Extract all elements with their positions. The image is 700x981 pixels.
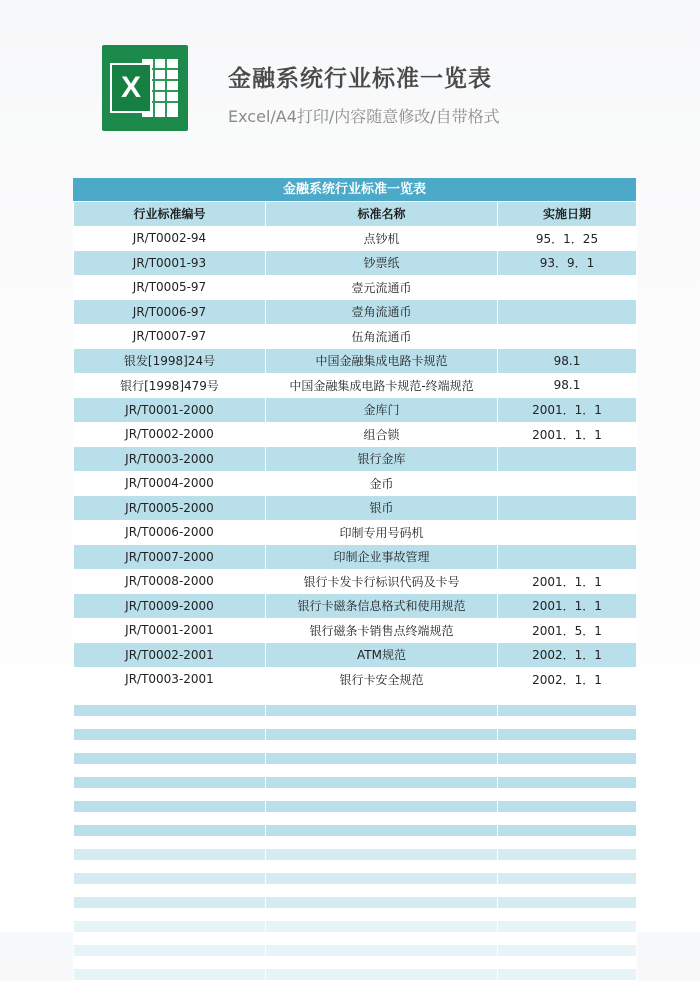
cell-effective-date[interactable]: 95．1．25 — [498, 226, 637, 251]
cell-effective-date[interactable]: 2002．1．1 — [498, 643, 637, 668]
empty-cell[interactable] — [266, 753, 498, 765]
empty-row — [74, 897, 637, 909]
cell-standard-code[interactable]: JR/T0006-2000 — [74, 520, 266, 545]
cell-standard-code[interactable]: JR/T0003-2001 — [74, 667, 266, 692]
cell-effective-date[interactable]: 2002．1．1 — [498, 667, 637, 692]
empty-cell[interactable] — [266, 813, 498, 825]
cell-effective-date[interactable]: 2001．5．1 — [498, 618, 637, 643]
cell-standard-name[interactable]: 伍角流通币 — [266, 324, 498, 349]
empty-cell[interactable] — [266, 717, 498, 729]
standards-table — [73, 201, 637, 692]
cell-effective-date[interactable] — [498, 520, 637, 545]
table-row — [74, 496, 637, 521]
table-row — [74, 618, 637, 643]
empty-cell[interactable] — [266, 873, 498, 885]
cell-standard-code[interactable]: 银发[1998]24号 — [74, 349, 266, 374]
empty-cell[interactable] — [266, 921, 498, 933]
empty-cell[interactable] — [74, 729, 266, 741]
cell-effective-date[interactable]: 2001．1．1 — [498, 569, 637, 594]
empty-cell[interactable] — [74, 837, 266, 849]
cell-standard-name[interactable]: 壹角流通币 — [266, 300, 498, 325]
empty-cell[interactable] — [74, 753, 266, 765]
cell-standard-code[interactable]: JR/T0006-97 — [74, 300, 266, 325]
empty-cell[interactable] — [74, 801, 266, 813]
document-subtitle: Excel/A4打印/内容随意修改/自带格式 — [228, 107, 500, 126]
cell-standard-code[interactable]: JR/T0003-2000 — [74, 447, 266, 472]
empty-row — [74, 849, 637, 861]
table-row — [74, 373, 637, 398]
empty-row — [74, 957, 637, 969]
empty-cell[interactable] — [498, 693, 637, 705]
empty-cell[interactable] — [74, 849, 266, 861]
column-header-date: 实施日期 — [498, 202, 637, 227]
cell-standard-name[interactable]: 中国金融集成电路卡规范 — [266, 349, 498, 374]
empty-cell[interactable] — [498, 957, 637, 969]
empty-cell[interactable] — [266, 897, 498, 909]
cell-effective-date[interactable] — [498, 496, 637, 521]
cell-standard-code[interactable]: JR/T0001-2001 — [74, 618, 266, 643]
cell-effective-date[interactable]: 98.1 — [498, 373, 637, 398]
empty-row — [74, 729, 637, 741]
empty-row — [74, 717, 637, 729]
empty-cell[interactable] — [498, 765, 637, 777]
empty-cell[interactable] — [74, 765, 266, 777]
cell-effective-date[interactable] — [498, 324, 637, 349]
table-row — [74, 545, 637, 570]
cell-effective-date[interactable]: 2001．1．1 — [498, 398, 637, 423]
empty-cell[interactable] — [74, 957, 266, 969]
empty-cell[interactable] — [266, 789, 498, 801]
empty-cell[interactable] — [74, 921, 266, 933]
empty-row — [74, 837, 637, 849]
cell-standard-code[interactable]: JR/T0008-2000 — [74, 569, 266, 594]
cell-standard-name[interactable]: 印制专用号码机 — [266, 520, 498, 545]
empty-cell[interactable] — [266, 765, 498, 777]
empty-cell[interactable] — [266, 825, 498, 837]
cell-standard-name[interactable]: 壹元流通币 — [266, 275, 498, 300]
cell-standard-name[interactable]: 金币 — [266, 471, 498, 496]
table-row — [74, 520, 637, 545]
empty-cell[interactable] — [266, 837, 498, 849]
empty-cell[interactable] — [266, 945, 498, 957]
cell-standard-code[interactable]: JR/T0002-94 — [74, 226, 266, 251]
empty-cell[interactable] — [266, 849, 498, 861]
empty-cell[interactable] — [74, 741, 266, 753]
empty-row — [74, 861, 637, 873]
cell-standard-name[interactable]: 银行卡磁条信息格式和使用规范 — [266, 594, 498, 619]
empty-row — [74, 933, 637, 945]
empty-cell[interactable] — [266, 801, 498, 813]
empty-cell[interactable] — [266, 693, 498, 705]
cell-standard-code[interactable]: JR/T0001-93 — [74, 251, 266, 276]
table-row — [74, 275, 637, 300]
cell-standard-code[interactable]: JR/T0004-2000 — [74, 471, 266, 496]
empty-cell[interactable] — [266, 705, 498, 717]
empty-cell[interactable] — [498, 885, 637, 897]
cell-effective-date[interactable] — [498, 275, 637, 300]
empty-row — [74, 753, 637, 765]
empty-cell[interactable] — [266, 969, 498, 981]
empty-row — [74, 873, 637, 885]
cell-standard-name[interactable]: 中国金融集成电路卡规范-终端规范 — [266, 373, 498, 398]
column-header-name: 标准名称 — [266, 202, 498, 227]
cell-effective-date[interactable]: 2001．1．1 — [498, 422, 637, 447]
empty-cell[interactable] — [498, 717, 637, 729]
cell-standard-name[interactable]: 银币 — [266, 496, 498, 521]
excel-x-badge: X — [110, 63, 152, 113]
cell-standard-name[interactable]: 点钞机 — [266, 226, 498, 251]
empty-row — [74, 789, 637, 801]
cell-effective-date[interactable]: 93．9．1 — [498, 251, 637, 276]
cell-effective-date[interactable] — [498, 447, 637, 472]
empty-row — [74, 969, 637, 981]
table-row — [74, 349, 637, 374]
cell-standard-code[interactable]: JR/T0007-2000 — [74, 545, 266, 570]
table-row — [74, 398, 637, 423]
cell-effective-date[interactable]: 98.1 — [498, 349, 637, 374]
cell-standard-name[interactable]: ATM规范 — [266, 643, 498, 668]
cell-standard-name[interactable]: 金库门 — [266, 398, 498, 423]
empty-cell[interactable] — [498, 837, 637, 849]
empty-cell[interactable] — [74, 777, 266, 789]
empty-cell[interactable] — [266, 933, 498, 945]
empty-cell[interactable] — [266, 909, 498, 921]
cell-effective-date[interactable] — [498, 545, 637, 570]
empty-row — [74, 921, 637, 933]
cell-effective-date[interactable]: 2001．1．1 — [498, 594, 637, 619]
empty-cell[interactable] — [74, 873, 266, 885]
empty-cell[interactable] — [498, 705, 637, 717]
cell-standard-name[interactable]: 银行卡安全规范 — [266, 667, 498, 692]
empty-row — [74, 945, 637, 957]
empty-row — [74, 813, 637, 825]
cell-standard-code[interactable]: JR/T0005-2000 — [74, 496, 266, 521]
empty-cell[interactable] — [74, 861, 266, 873]
table-row — [74, 643, 637, 668]
document-header — [0, 0, 700, 170]
empty-row — [74, 777, 637, 789]
table-row — [74, 447, 637, 472]
cell-standard-code[interactable]: JR/T0005-97 — [74, 275, 266, 300]
table-row — [74, 569, 637, 594]
empty-row — [74, 705, 637, 717]
empty-cell[interactable] — [498, 753, 637, 765]
empty-row — [74, 693, 637, 705]
empty-cell[interactable] — [498, 813, 637, 825]
empty-cell[interactable] — [498, 825, 637, 837]
cell-standard-name[interactable]: 印制企业事故管理 — [266, 545, 498, 570]
cell-standard-name[interactable]: 银行磁条卡销售点终端规范 — [266, 618, 498, 643]
cell-standard-code[interactable]: 银行[1998]479号 — [74, 373, 266, 398]
empty-cell[interactable] — [74, 789, 266, 801]
cell-standard-code[interactable]: JR/T0002-2001 — [74, 643, 266, 668]
table-row — [74, 667, 637, 692]
empty-cell[interactable] — [266, 885, 498, 897]
empty-cell[interactable] — [74, 705, 266, 717]
table-body — [74, 226, 637, 692]
cell-standard-code[interactable]: JR/T0002-2000 — [74, 422, 266, 447]
cell-standard-name[interactable]: 组合锁 — [266, 422, 498, 447]
cell-effective-date[interactable] — [498, 300, 637, 325]
document-title: 金融系统行业标准一览表 — [228, 66, 492, 92]
empty-cell[interactable] — [266, 957, 498, 969]
cell-standard-name[interactable]: 银行金库 — [266, 447, 498, 472]
table-row — [74, 300, 637, 325]
table-row — [74, 594, 637, 619]
table-row — [74, 422, 637, 447]
empty-row — [74, 885, 637, 897]
empty-cell[interactable] — [266, 741, 498, 753]
cell-standard-code[interactable]: JR/T0007-97 — [74, 324, 266, 349]
empty-cell[interactable] — [498, 729, 637, 741]
empty-cell[interactable] — [74, 933, 266, 945]
empty-cell[interactable] — [74, 945, 266, 957]
cell-effective-date[interactable] — [498, 471, 637, 496]
empty-cell[interactable] — [74, 717, 266, 729]
cell-standard-name[interactable]: 钞票纸 — [266, 251, 498, 276]
empty-cell[interactable] — [74, 909, 266, 921]
empty-row — [74, 825, 637, 837]
cell-standard-code[interactable]: JR/T0009-2000 — [74, 594, 266, 619]
cell-standard-code[interactable]: JR/T0001-2000 — [74, 398, 266, 423]
empty-row — [74, 801, 637, 813]
empty-row — [74, 741, 637, 753]
empty-cell[interactable] — [266, 861, 498, 873]
empty-cell[interactable] — [498, 969, 637, 981]
empty-cell[interactable] — [74, 825, 266, 837]
empty-cell[interactable] — [74, 969, 266, 981]
empty-cell[interactable] — [498, 777, 637, 789]
column-header-code: 行业标准编号 — [74, 202, 266, 227]
empty-cell[interactable] — [74, 693, 266, 705]
empty-cell[interactable] — [498, 945, 637, 957]
table-row — [74, 251, 637, 276]
spreadsheet — [73, 178, 636, 981]
empty-cell[interactable] — [74, 885, 266, 897]
header-row — [74, 202, 637, 227]
table-row — [74, 324, 637, 349]
empty-cell[interactable] — [498, 909, 637, 921]
table-row — [74, 471, 637, 496]
empty-cell[interactable] — [498, 933, 637, 945]
sheet-title: 金融系统行业标准一览表 — [73, 178, 636, 201]
empty-cell[interactable] — [498, 873, 637, 885]
cell-standard-name[interactable]: 银行卡发卡行标识代码及卡号 — [266, 569, 498, 594]
empty-cell[interactable] — [74, 813, 266, 825]
empty-row — [74, 765, 637, 777]
empty-cell[interactable] — [498, 861, 637, 873]
empty-cell[interactable] — [266, 729, 498, 741]
empty-cell[interactable] — [266, 777, 498, 789]
excel-logo-icon — [102, 45, 188, 131]
empty-cell[interactable] — [498, 801, 637, 813]
table-row — [74, 226, 637, 251]
empty-cell[interactable] — [498, 741, 637, 753]
empty-cell[interactable] — [74, 897, 266, 909]
empty-cell[interactable] — [498, 789, 637, 801]
empty-cell[interactable] — [498, 921, 637, 933]
empty-cell[interactable] — [498, 897, 637, 909]
empty-cell[interactable] — [498, 849, 637, 861]
empty-row — [74, 909, 637, 921]
empty-rows — [73, 692, 637, 981]
